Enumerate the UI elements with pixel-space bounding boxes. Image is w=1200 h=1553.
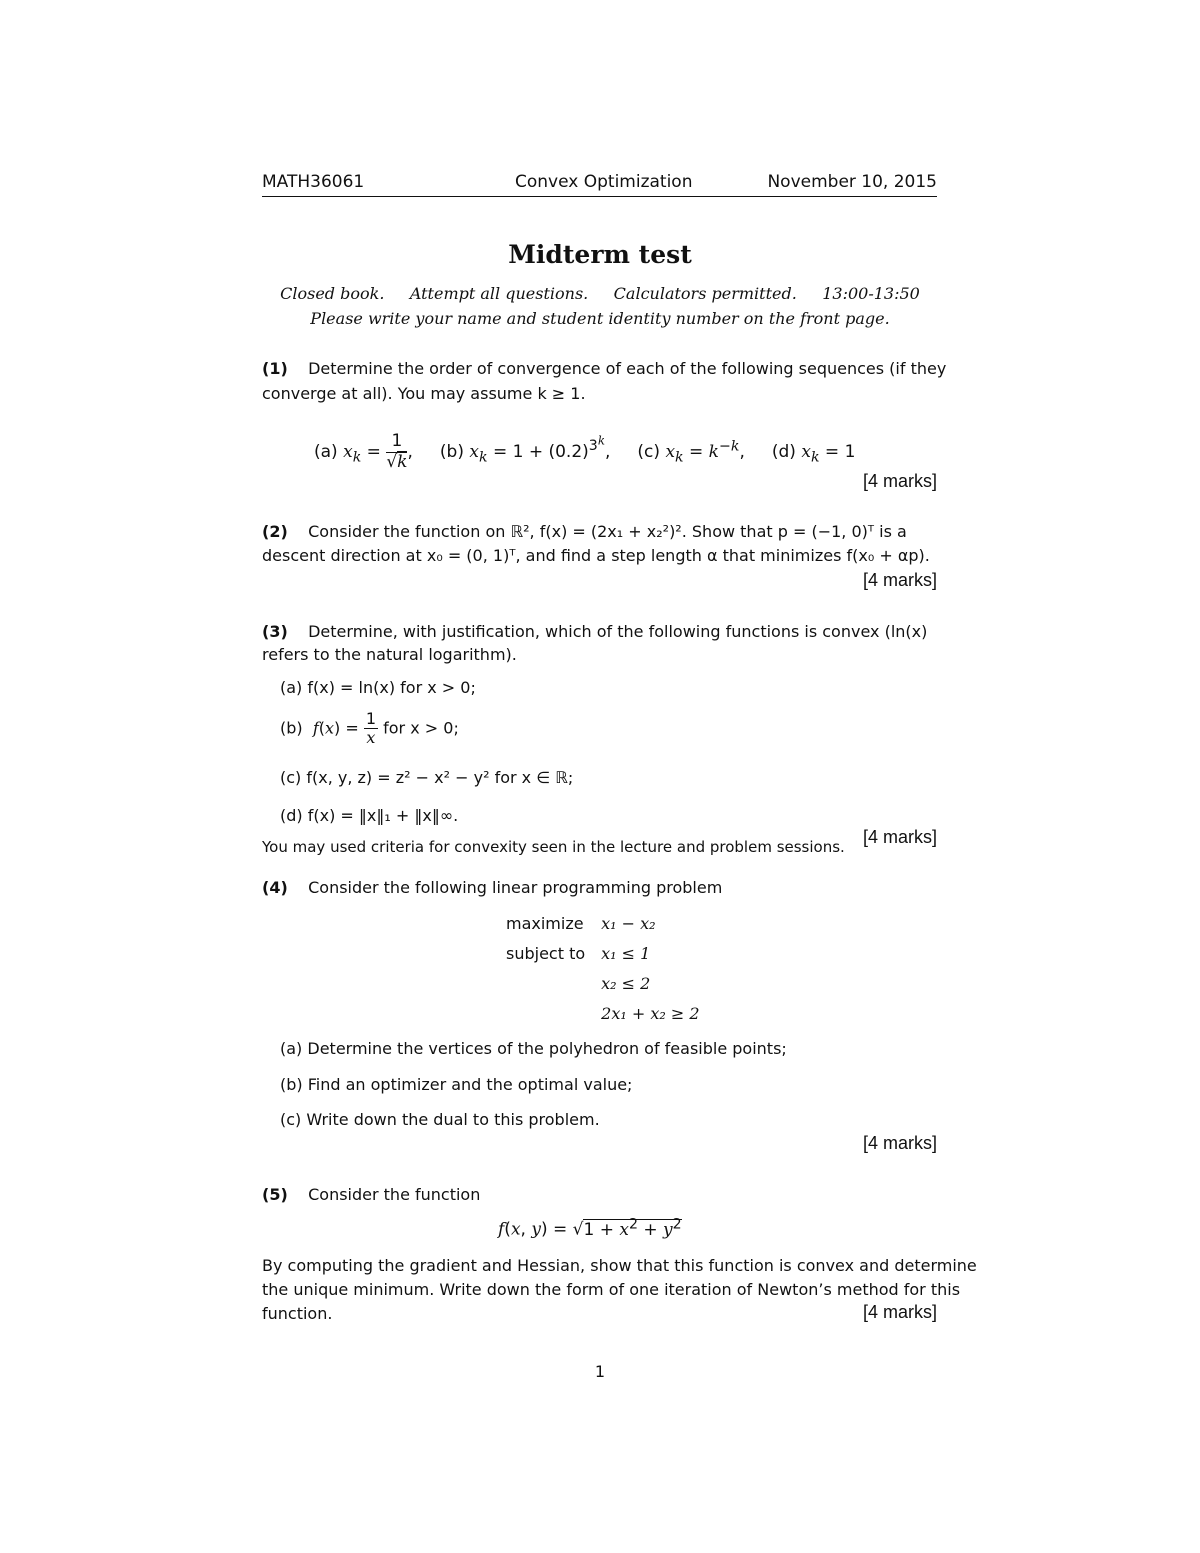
q4-line-1 [262, 878, 722, 897]
q5-text-1: By computing the gradient and Hessian, show that this function is convex and determine [262, 1256, 977, 1275]
q5-marks: [4 marks] [862, 1302, 937, 1322]
instructions-line-1: Closed book. Attempt all questions. Calculators permitted. 13:00-13:50 [280, 284, 920, 303]
course-code: MATH36061 [262, 172, 365, 192]
lp-row-expr: x₁ ≤ 1 [601, 943, 651, 963]
q1-sequences: (a) $x_k$ = $\frac{1}{√k}$ , (b) $x_k = 1 + (0.2)^{3^k}$, (c) $x_k = k^{-k}$, (d) $x_k = 1$ [314, 431, 856, 472]
lp-row-label [498, 968, 593, 998]
q5-text-2: the unique minimum. Write down the form of one iteration of Newton’s method for this [262, 1280, 961, 1299]
q3-part-b: (b) f(x) = $\frac{1}{x}$ for x > 0; [280, 709, 459, 748]
q4-part-c: (c) Write down the dual to this problem. [280, 1110, 600, 1129]
q2-number: (2) [262, 522, 288, 541]
q1-part-c-label: (c) [637, 442, 661, 463]
q5-line-1 [262, 1185, 480, 1204]
q2-text-2: descent direction at x₀ = (0, 1)ᵀ, and find a step length α that minimizes f(x₀ + αp). [262, 546, 930, 565]
page-number: 1 [594, 1362, 606, 1381]
q1-marks: [4 marks] [862, 471, 937, 491]
q3-part-b-suffix: for x > 0; [383, 718, 459, 738]
q1-text-1: Determine the order of convergence of each of the following sequences (if they [308, 359, 947, 378]
exam-date: November 10, 2015 [767, 172, 937, 192]
lp-row-expr: 2x₁ + x₂ ≥ 2 [601, 1003, 700, 1023]
q4-number: (4) [262, 878, 288, 897]
course-title: Convex Optimization [515, 172, 693, 192]
lp-row-label: subject to [506, 943, 586, 963]
q5-number: (5) [262, 1185, 288, 1204]
instructions-line-2: Please write your name and student identity number on the front page. [310, 309, 890, 328]
q3-text-1: Determine, with justification, which of the following functions is convex (ln(x) [308, 622, 928, 641]
q3-part-c: (c) f(x, y, z) = z² − x² − y² for x ∈ ℝ; [280, 768, 574, 787]
lp-row [498, 938, 708, 968]
lp-row-expr: x₂ ≤ 2 [601, 973, 651, 993]
q5-text: Consider the function [308, 1185, 481, 1204]
lp-row [498, 908, 708, 938]
q1-part-b-label: (b) [439, 442, 464, 463]
q3-line-1 [262, 622, 927, 641]
q2-line-1 [262, 522, 907, 541]
lp-row [498, 968, 708, 998]
q1-line-1 [262, 359, 946, 378]
q1-part-d-label: (d) [771, 442, 796, 463]
lp-row [498, 998, 708, 1028]
header-rule [262, 196, 937, 197]
q3-marks: [4 marks] [862, 827, 937, 847]
q5-formula: f(x, $y) = √1 + x^2 + y^2$ [498, 1216, 682, 1240]
q3-part-b-label: (b) [280, 718, 303, 738]
lp-problem [498, 908, 708, 1028]
q3-text-2: refers to the natural logarithm). [262, 645, 517, 664]
q5-text-3: function. [262, 1304, 333, 1323]
lp-row-label [498, 998, 593, 1028]
q2-marks: [4 marks] [862, 570, 937, 590]
q2-text-1: Consider the function on ℝ², f(x) = (2x₁ + x₂²)². Show that p = (−1, 0)ᵀ is a [308, 522, 907, 541]
q4-marks: [4 marks] [862, 1133, 937, 1153]
q1-part-a-label: (a) [314, 442, 338, 463]
page-title: Midterm test [508, 240, 692, 269]
q3-part-a: (a) f(x) = ln(x) for x > 0; [280, 678, 476, 697]
q3-number: (3) [262, 622, 288, 641]
q3-note: You may used criteria for convexity seen in the lecture and problem sessions. [262, 838, 845, 856]
q1-number: (1) [262, 359, 288, 378]
q3-part-d: (d) f(x) = ‖x‖₁ + ‖x‖∞. [280, 806, 459, 825]
q4-part-b: (b) Find an optimizer and the optimal value; [280, 1075, 633, 1094]
q4-part-a: (a) Determine the vertices of the polyhedron of feasible points; [280, 1039, 787, 1058]
lp-row-label: maximize [506, 913, 584, 933]
q1-text-2: converge at all). You may assume k ≥ 1. [262, 384, 586, 403]
lp-row-expr: x₁ − x₂ [601, 913, 656, 933]
q4-text: Consider the following linear programming problem [308, 878, 723, 897]
